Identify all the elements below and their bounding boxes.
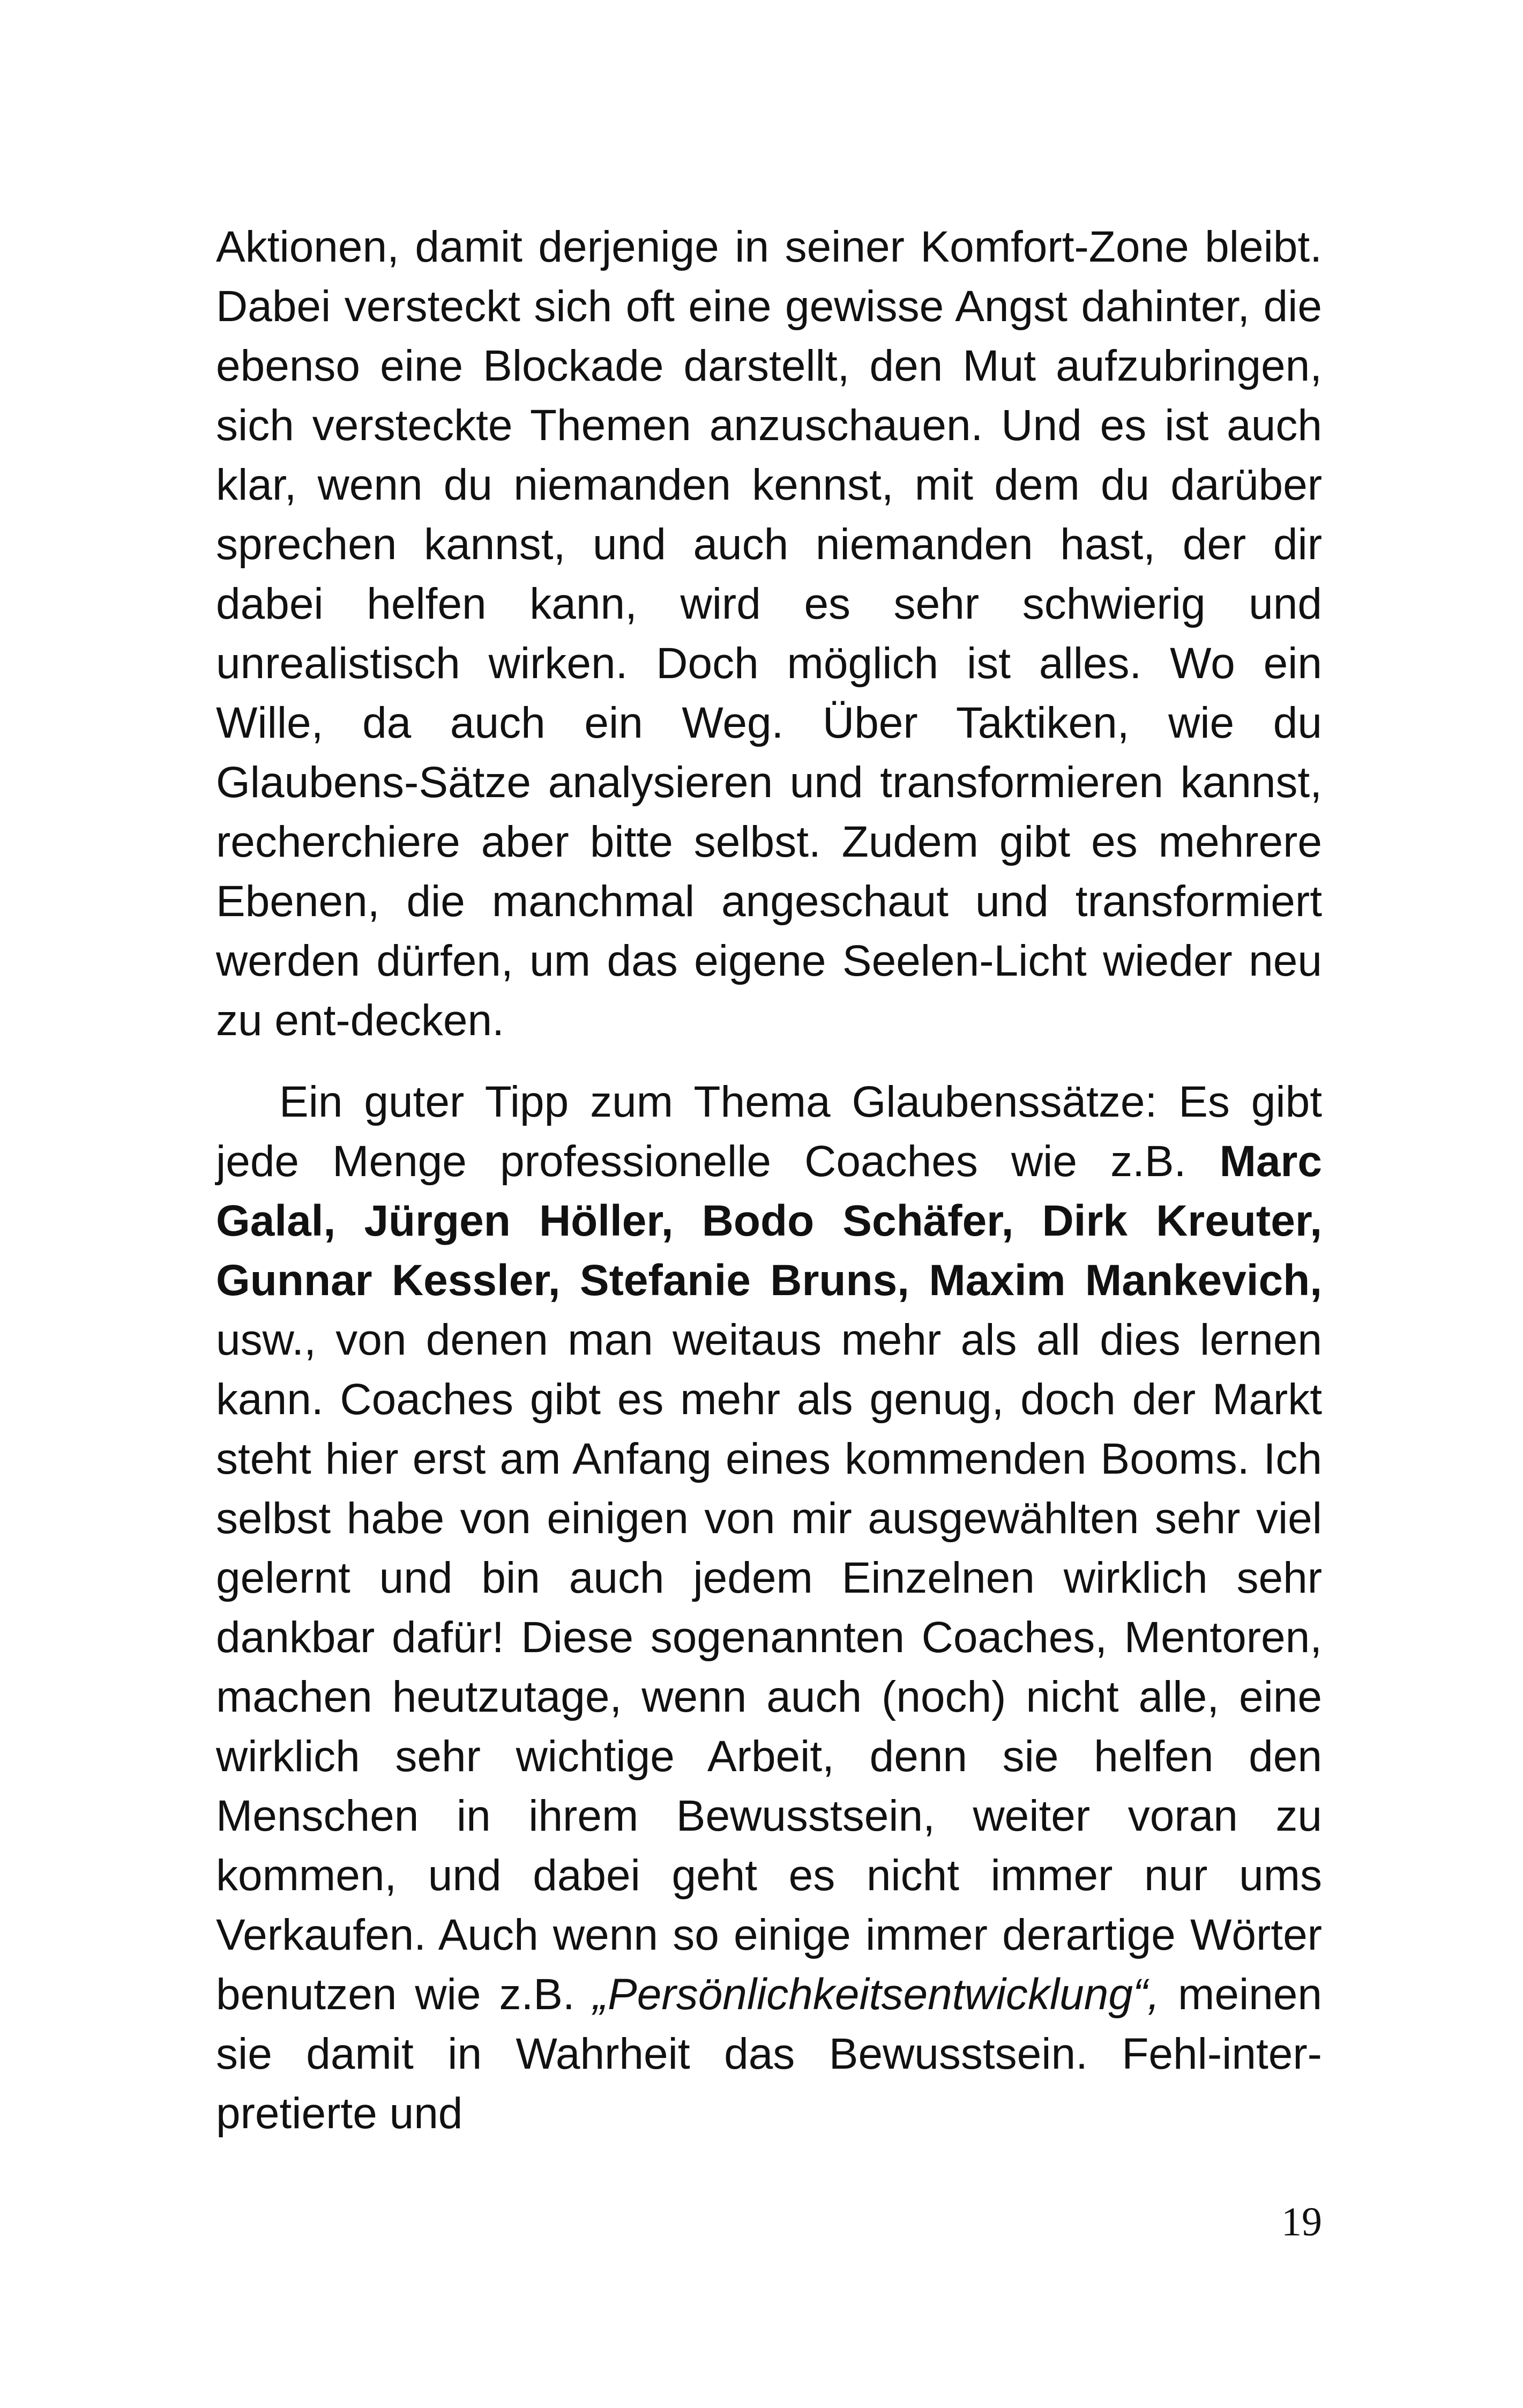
paragraph-2-text xyxy=(216,1072,1322,2143)
paragraph-2-middle: usw., von denen man weitaus mehr als all dies lernen kann. Coaches gibt es mehr als genug, doch der Markt steht hier erst am Anfang eines kommenden Booms. Ich selbst habe von einigen von mir ausgewählten sehr viel gelernt und bin auch jedem Einzelnen wirklich sehr dankbar dafür! Diese sogenannten Coaches, Mentoren, machen heutzutage, wenn auch (noch) nicht alle, eine wirklich sehr wichtige Arbeit, denn sie helfen den Menschen in ihrem Bewusstsein, weiter voran zu kommen, und dabei geht es nicht immer nur ums Verkaufen. Auch wenn so einige immer derartige Wörter benutzen wie z.B. xyxy=(216,1316,1322,2019)
paragraph-1-text: Aktionen, damit derjenige in seiner Komfort-Zone bleibt. Dabei versteckt sich oft eine gewisse Angst dahinter, die ebenso eine Blockade darstellt, den Mut aufzubringen, sich versteckte Themen anzuschauen. Und es ist auch klar, wenn du niemanden kennst, mit dem du darüber sprechen kannst, und auch niemanden hast, der dir dabei helfen kann, wird es sehr schwierig und unrealistisch wirken. Doch möglich ist alles. Wo ein Wille, da auch ein Weg. Über Taktiken, wie du Glaubens-Sätze analysieren und transformieren kannst, recherchiere aber bitte selbst. Zudem gibt es mehrere Ebenen, die manchmal angeschaut und transformiert werden dürfen, um das eigene Seelen-Licht wieder neu zu ent-decken. xyxy=(216,222,1322,1045)
paragraph-1 xyxy=(216,217,1322,1050)
coach-names: Marc Galal, Jürgen Höller, Bodo Schäfer, Dirk Kreuter, Gunnar Kessler, Stefanie Bruns, Maxim Mankevich, xyxy=(216,1137,1322,1305)
italic-term: „Persönlichkeitsentwicklung“, xyxy=(593,1970,1160,2019)
paragraph-2-end: meinen sie damit in Wahrheit das Bewusstsein. Fehl-inter-pretierte und xyxy=(216,1970,1322,2138)
paragraph-2 xyxy=(216,1072,1322,2143)
page-number: 19 xyxy=(1281,2199,1322,2245)
paragraph-2-intro: Ein guter Tipp zum Thema Glaubenssätze: Es gibt jede Menge professionelle Coaches wie z.B. xyxy=(216,1077,1322,1186)
